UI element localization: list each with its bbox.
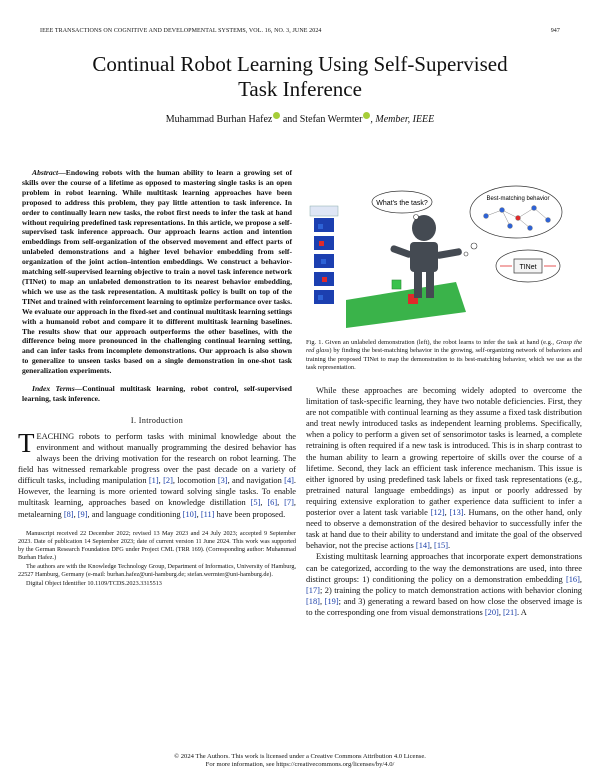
citation-link[interactable]: [8]	[63, 509, 74, 519]
author-connector: and	[282, 114, 298, 125]
body-text-run: EACHING robots to perform tasks with minimal knowledge about the environment and without manually programming the desired behavior has always been the driving motivation for the research on robot learning. The field has witnessed remarkable progress over the past decade on a variety of difficult tasks, including manipulation	[18, 431, 296, 486]
body-text-run: ,	[429, 541, 435, 551]
citation-link[interactable]: [5]	[250, 498, 261, 508]
abstract-label: Abstract	[32, 168, 59, 177]
demo-frame	[314, 218, 334, 232]
index-terms-label: Index Terms	[32, 384, 75, 394]
footnotes	[18, 530, 296, 588]
body-text-run: ; 2) training the policy to match demonstration actions with behavior cloning	[319, 585, 582, 595]
tinet-label: TINet	[519, 264, 537, 271]
orcid-icon[interactable]	[273, 112, 280, 119]
index-terms-dash: —	[74, 384, 83, 394]
body-text-run: ,	[277, 498, 285, 508]
table-surface	[346, 282, 466, 328]
demo-cube	[322, 277, 327, 282]
citation-link[interactable]: [11]	[200, 509, 215, 519]
paper-title	[40, 52, 560, 102]
left-column	[18, 168, 296, 589]
citation-link[interactable]: [20]	[484, 607, 499, 617]
body-text-run: . Humans, on the other hand, only need to observe a demonstration of the desired behavior to successfully infer the task at hand due to their ability to understand and imitate the goal of the observed behavior, not the precise actions	[306, 508, 582, 551]
body-text-run: ,	[579, 574, 582, 584]
robot-torso	[410, 242, 438, 272]
caption-text-after: ) by finding the best-matching behavior in the growing, self-organizing network of behaviors and training the proposed TINet to map the demonstration to its best-matching behavior, which we use as the task representation.	[306, 347, 582, 371]
author-line	[40, 112, 560, 125]
caption-text-before: Given an unlabeled demonstration (left), the robot learns to infer the task at hand (e.g.,	[325, 339, 557, 346]
bubble-dot	[471, 243, 477, 249]
body-text-run: ,	[196, 509, 201, 519]
author-2[interactable]: Stefan Wermter	[299, 114, 363, 125]
bubble-dot	[414, 215, 419, 220]
citation-link[interactable]: [2]	[163, 476, 173, 486]
license-line-1: © 2024 The Authors. This work is licensed under a Creative Commons Attribution 4.0 License.	[174, 753, 426, 760]
demo-frame	[314, 290, 334, 304]
intro-paragraph-text	[18, 427, 297, 519]
footnote-affiliation: The authors are with the Knowledge Technology Group, Department of Informatics, University of Hamburg, 22527 Hamburg, Germany (e-mail: burhan.hafez@uni-hamburg.de; stefan.wermter@uni-hamburg.de).	[18, 562, 296, 578]
section-heading-introduction: I. Introduction	[130, 415, 184, 425]
journal-header: IEEE TRANSACTIONS ON COGNITIVE AND DEVELOPMENTAL SYSTEMS, VOL. 16, NO. 3, JUNE 2024	[40, 28, 322, 34]
body-text-run: ,	[260, 498, 268, 508]
caption-italic: Grasp the red glass	[306, 339, 582, 355]
body-text-run: ,	[158, 476, 164, 486]
citation-link[interactable]: [9]	[77, 509, 88, 519]
citation-link[interactable]: [12]	[430, 508, 445, 518]
robot-leg	[414, 272, 422, 298]
abstract-dash: —	[58, 168, 66, 177]
citation-link[interactable]: [16]	[565, 574, 580, 584]
index-terms	[22, 384, 292, 404]
robot-leg	[426, 272, 434, 298]
title-line-2: Task Inference	[238, 77, 362, 101]
author-suffix: , Member, IEEE	[370, 114, 435, 125]
citation-link[interactable]: [17]	[306, 585, 320, 595]
citation-link[interactable]: [4]	[284, 476, 294, 486]
page-number: 947	[550, 28, 560, 34]
abstract-text: Endowing robots with the human ability to learn a growing set of skills over the course of a lifetime as opposed to mastering single tasks is an open problem in robot learning. While multitask learning approaches have been proposed to address this problem, they pay little attention to task inference. In order to continually learn new tasks, the robot first needs to infer the task at hand without requiring predefined task representations. In this article, we propose a self-supervised task inference approach. Our approach learns action and intention embeddings from self-organization of the observed movement and effect parts of unlabeled demonstrations and a higher level behavior embedding from self-organization of the joint action–intention embeddings. We construct a behavior-matching self-supervised learning objective to train a novel task inference network (TINet) to map an unlabeled demonstration to its nearest behavior embedding, which we use as the task representation. A multitask policy is built on top of the TINet and trained with reinforcement learning to optimize performance over tasks. We evaluate our approach in the fixed-set and continual multitask learning settings with a humanoid robot and compare it to different multitask learning baselines. The results show that our approach outperforms the other baselines, with the difference being more pronounced in the challenging continual learning setting, and can infer tasks from incomplete demonstrations. Our approach is also shown to generalize to unseen tasks based on a single demonstration in one-shot task generalization experiments.	[22, 168, 292, 376]
index-terms-text: Continual multitask learning, robot control, self-supervised learning, task inference.	[22, 384, 292, 403]
body-text-run: , metalearning	[18, 498, 296, 519]
citation-link[interactable]: [15]	[434, 541, 448, 551]
citation-link[interactable]: [3]	[217, 476, 228, 486]
intro-paragraph-1	[18, 427, 297, 520]
body-text-run: ,	[444, 508, 450, 518]
body-text-run: .	[448, 541, 451, 551]
figure-1-illustration	[306, 182, 582, 328]
citation-link[interactable]: [21]	[503, 607, 517, 617]
body-text-run: ,	[498, 607, 504, 617]
body-text-run: While these approaches are becoming widely adopted to overcome the limitation of task-specific learning, they have two notable deficiencies. First, they are not compatible with continual learning as they assume a fixed task distribution and treat newly introduced tasks as independent learning problems. Specifically, when a policy to perform a given set of sensorimotor tasks is learned, a complete retraining is often required if a new task is introduced. This is in sharp contrast to the human ability to learn a growing repertoire of skills over the course of a lifetime. Second, they lack an efficient task inference mechanism. This issue is either ignored by using predefined task labels or fixed task representations (e.g., pretrained natural language embeddings) as input or poorly addressed by requiring extensive exploration to gather experience data sufficient to infer a posterior over a latent task variable	[306, 386, 582, 518]
body-text-run: , locomotion	[172, 476, 218, 486]
body-text-run: , and navigation	[227, 476, 285, 486]
body-text-run: have been proposed.	[214, 509, 286, 519]
body-text-run: ; and 3) generating a reward based on how close the observed image is to the corresponding one from visual demonstrations	[306, 596, 582, 617]
robot-arm-left	[390, 244, 413, 258]
citation-link[interactable]: [7]	[284, 498, 294, 508]
footnote-manuscript: Manuscript received 22 December 2022; revised 13 May 2023 and 24 July 2023; accepted 9 September 2023. Date of publication 14 September 2023; date of current version 11 June 2024. This work was supported by the German Research Foundation DFG under Project CML (TRR 169). (Corresponding author: Muhammad Burhan Hafez.)	[18, 529, 296, 561]
abstract	[22, 168, 292, 376]
citation-link[interactable]: [10]	[182, 509, 197, 519]
bubble-dot	[464, 252, 468, 256]
demo-cube	[321, 259, 326, 264]
citation-link[interactable]: [1]	[148, 476, 159, 486]
license-notice	[40, 753, 560, 770]
body-text-run: , and language conditioning	[87, 509, 183, 519]
caption-label: Fig. 1.	[306, 339, 324, 346]
green-cube	[392, 280, 401, 289]
citation-link[interactable]: [14]	[415, 541, 430, 551]
behavior-bubble-text: Best-matching behavior	[486, 196, 550, 202]
body-text-run: ,	[319, 596, 325, 606]
demonstration-strip	[310, 206, 338, 304]
intro-paragraph-3	[306, 551, 582, 618]
citation-link[interactable]: [13]	[449, 508, 464, 518]
citation-link[interactable]: [6]	[267, 498, 278, 508]
title-line-1: Continual Robot Learning Using Self-Supervised	[92, 52, 508, 76]
right-column-body	[306, 385, 582, 618]
demo-header	[310, 206, 338, 216]
footnote-doi[interactable]: Digital Object Identifier 10.1109/TCDS.2023.3315513	[26, 579, 162, 587]
author-1[interactable]: Muhammad Burhan Hafez	[165, 114, 273, 125]
running-header	[40, 28, 560, 34]
robot-arm-right	[436, 248, 463, 259]
drop-cap: T	[18, 427, 35, 458]
behavior-network-bubble	[470, 186, 562, 238]
body-text-run: Existing multitask learning approaches that incorporate expert demonstrations can be categorized, according to the way the demonstrations are used, into three distinct groups: 1) conditioning the policy on a demonstration embedding	[306, 552, 582, 584]
figure-1-caption	[306, 339, 582, 372]
demo-cube	[318, 224, 323, 229]
demo-cube	[319, 241, 324, 246]
intro-paragraph-2	[306, 385, 582, 551]
citation-link[interactable]: [18]	[306, 596, 320, 606]
body-text-run: ,	[73, 509, 78, 519]
body-text-run: . A	[516, 607, 527, 617]
question-bubble-text: What's the task?	[376, 200, 428, 207]
citation-link[interactable]: [19]	[324, 596, 339, 606]
body-text-run: . However, the learning is more oriented toward solving single tasks. To enable multitask learning, approaches based on knowledge distillation	[18, 476, 297, 508]
right-column	[306, 168, 582, 372]
license-line-2[interactable]: For more information, see https://creativecommons.org/licenses/by/4.0/	[205, 761, 395, 769]
demo-cube	[318, 295, 323, 300]
